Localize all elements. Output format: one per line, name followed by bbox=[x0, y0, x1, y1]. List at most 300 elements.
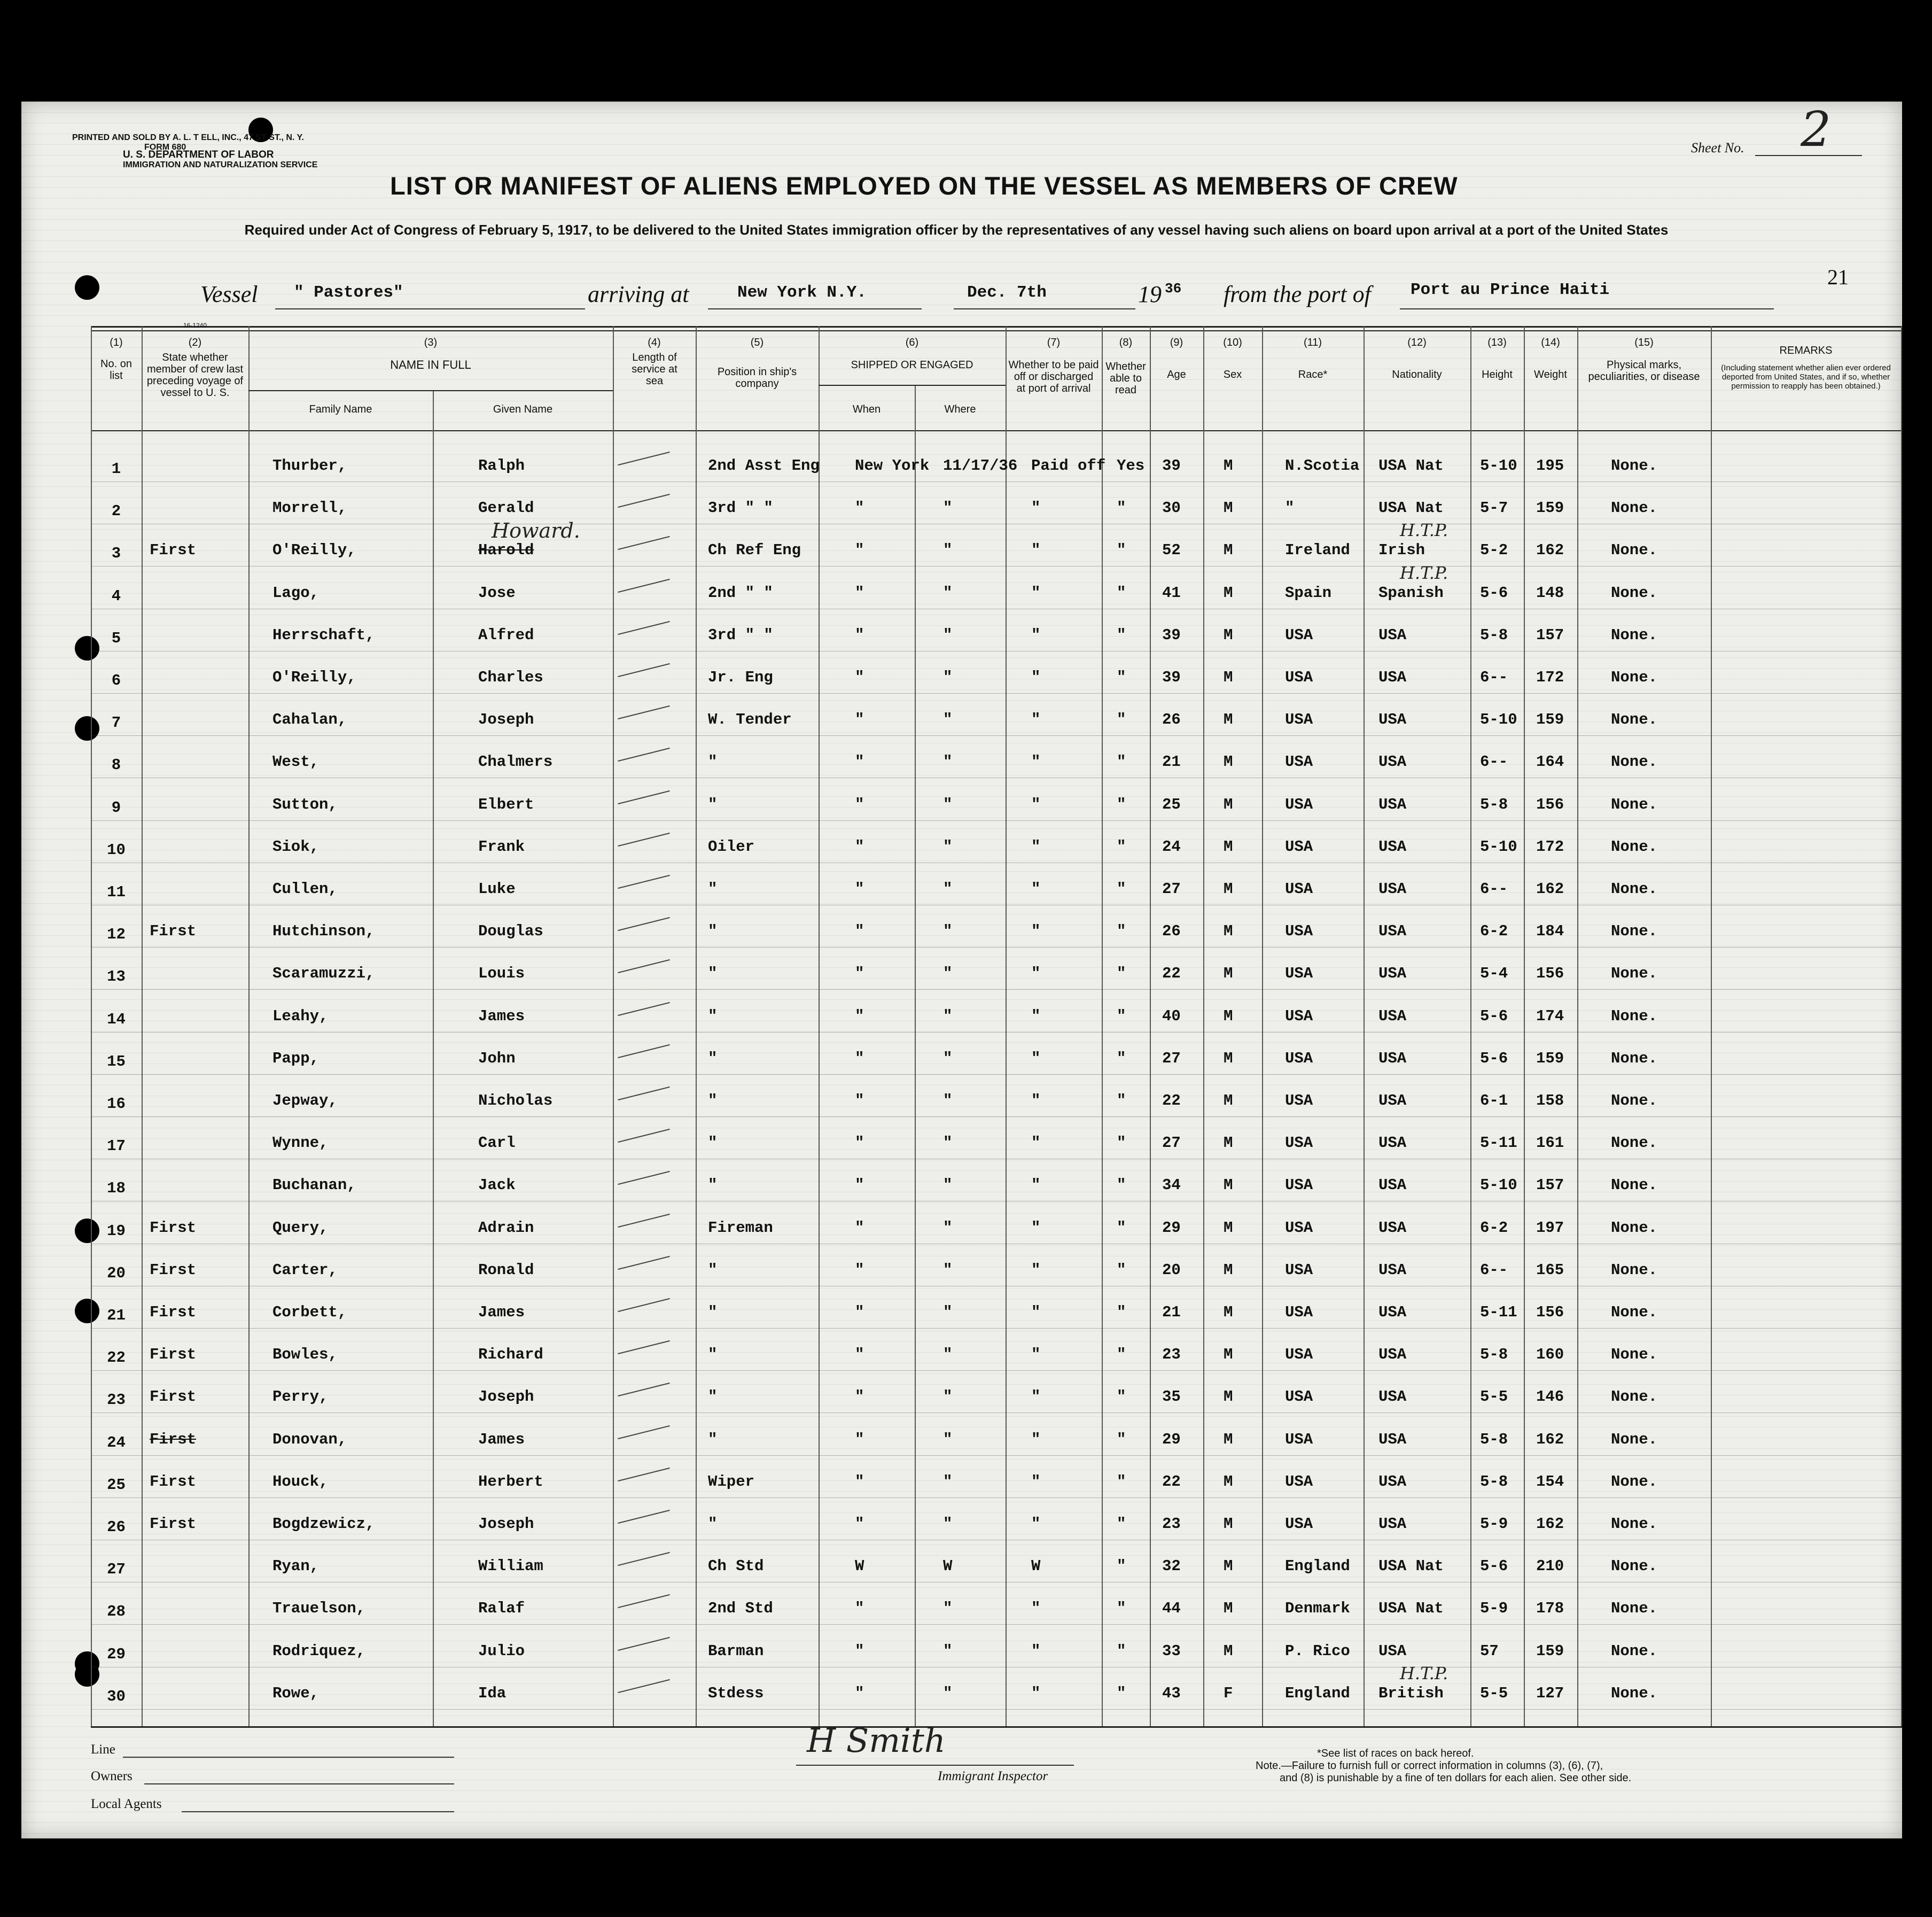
header-bottom-rule bbox=[91, 430, 1902, 431]
given-name: John bbox=[478, 1050, 516, 1067]
family-name: Carter, bbox=[272, 1261, 338, 1279]
row-rule bbox=[91, 1116, 1902, 1117]
height: 6-- bbox=[1480, 880, 1508, 898]
sheet-label: Sheet No. bbox=[1691, 140, 1744, 156]
check-mark bbox=[618, 1594, 670, 1608]
physical-marks: None. bbox=[1611, 1303, 1658, 1321]
handwritten-given-name: Howard. bbox=[492, 519, 580, 542]
able-to-read: " bbox=[1117, 584, 1126, 602]
check-mark bbox=[618, 1679, 670, 1693]
family-name: Query, bbox=[272, 1219, 329, 1237]
position: 2nd " " bbox=[708, 584, 773, 602]
position: " bbox=[708, 1134, 718, 1152]
col2-code: 16-1240 bbox=[183, 322, 207, 329]
height: 5-8 bbox=[1480, 626, 1508, 644]
position: " bbox=[708, 1346, 718, 1363]
row-rule bbox=[91, 989, 1902, 990]
age: 25 bbox=[1162, 796, 1181, 813]
col10-number: (10) bbox=[1223, 337, 1242, 348]
position: " bbox=[708, 1515, 718, 1533]
paid-off: " bbox=[1031, 1092, 1041, 1109]
height: 5-8 bbox=[1480, 1346, 1508, 1363]
shipped-when: " bbox=[855, 711, 864, 728]
weight: 172 bbox=[1536, 838, 1564, 856]
able-to-read: " bbox=[1117, 541, 1126, 559]
paid-off: " bbox=[1031, 1600, 1041, 1617]
paid-off: Paid off bbox=[1031, 457, 1106, 475]
weight: 159 bbox=[1536, 1642, 1564, 1660]
col9-number: (9) bbox=[1170, 337, 1183, 348]
given-name: Joseph bbox=[478, 1515, 534, 1533]
nationality: USA Nat bbox=[1378, 499, 1444, 517]
row-rule bbox=[91, 1328, 1902, 1329]
race: USA bbox=[1285, 1388, 1313, 1406]
col-rule bbox=[696, 326, 697, 1726]
check-mark bbox=[618, 748, 670, 762]
shipped-when: " bbox=[855, 1473, 864, 1491]
col-rule bbox=[1711, 326, 1712, 1726]
handwritten-initials: H.T.P. bbox=[1400, 1663, 1448, 1683]
physical-marks: None. bbox=[1611, 457, 1658, 475]
shipped-where: " bbox=[943, 1346, 953, 1363]
arrival-date: Dec. 7th bbox=[967, 283, 1047, 302]
row-number: 28 bbox=[107, 1603, 126, 1620]
remarks-subheader: (Including statement whether alien ever ordered deported from United States, and if so, whether permission to reapply has been obtained.) bbox=[1721, 363, 1891, 391]
check-mark bbox=[618, 1214, 670, 1228]
col-rule bbox=[1203, 326, 1204, 1726]
sex: M bbox=[1224, 1600, 1233, 1617]
nationality: USA bbox=[1378, 1642, 1407, 1660]
race: USA bbox=[1285, 1515, 1313, 1533]
col1-header: No. on list bbox=[100, 358, 132, 382]
race: USA bbox=[1285, 1346, 1313, 1363]
row-number: 2 bbox=[111, 502, 121, 520]
physical-marks: None. bbox=[1611, 753, 1658, 771]
shipped-when: " bbox=[855, 796, 864, 813]
race: England bbox=[1285, 1557, 1350, 1575]
physical-marks: None. bbox=[1611, 1176, 1658, 1194]
weight: 127 bbox=[1536, 1685, 1564, 1702]
weight: 159 bbox=[1536, 1050, 1564, 1067]
col10-header: Sex bbox=[1223, 369, 1242, 381]
check-mark bbox=[618, 1129, 670, 1143]
shipped-when: " bbox=[855, 1134, 864, 1152]
shipped-where: " bbox=[943, 922, 953, 940]
table-top-rule bbox=[91, 326, 1902, 328]
inspector-label: Immigrant Inspector bbox=[938, 1769, 1048, 1783]
paid-off: " bbox=[1031, 1007, 1041, 1025]
physical-marks: None. bbox=[1611, 838, 1658, 856]
owners-blank bbox=[144, 1782, 454, 1784]
nationality: USA bbox=[1378, 965, 1407, 982]
col-rule bbox=[915, 385, 916, 1726]
shipped-where: " bbox=[943, 1219, 953, 1237]
race: Spain bbox=[1285, 584, 1332, 602]
check-mark bbox=[618, 494, 670, 508]
row-number: 5 bbox=[111, 630, 121, 647]
year-value: 36 bbox=[1165, 281, 1182, 297]
row-rule bbox=[91, 735, 1902, 736]
sex: M bbox=[1224, 880, 1233, 898]
position: " bbox=[708, 1007, 718, 1025]
physical-marks: None. bbox=[1611, 1431, 1658, 1448]
col12-number: (12) bbox=[1407, 337, 1427, 348]
given-name: Richard bbox=[478, 1346, 543, 1363]
sheet-number: 2 bbox=[1801, 102, 1832, 158]
nationality: USA bbox=[1378, 838, 1407, 856]
able-to-read: " bbox=[1117, 753, 1126, 771]
col11-header: Race* bbox=[1298, 369, 1328, 381]
shipped-where: " bbox=[943, 711, 953, 728]
sex: M bbox=[1224, 1134, 1233, 1152]
shipped-when: " bbox=[855, 1007, 864, 1025]
able-to-read: " bbox=[1117, 669, 1126, 686]
given-name: Julio bbox=[478, 1642, 525, 1660]
check-mark bbox=[618, 1298, 670, 1312]
row-rule bbox=[91, 1455, 1902, 1456]
shipped-where: " bbox=[943, 1473, 953, 1491]
col13-number: (13) bbox=[1487, 337, 1507, 348]
col-rule bbox=[1262, 326, 1263, 1726]
physical-marks: None. bbox=[1611, 880, 1658, 898]
position: W. Tender bbox=[708, 711, 792, 728]
given-name: Herbert bbox=[478, 1473, 543, 1491]
shipped-when: " bbox=[855, 1092, 864, 1109]
check-mark bbox=[618, 1468, 670, 1481]
row-number: 13 bbox=[107, 968, 126, 985]
family-name: Bogdzewicz, bbox=[272, 1515, 375, 1533]
sex: M bbox=[1224, 1346, 1233, 1363]
sex: M bbox=[1224, 499, 1233, 517]
family-name: Corbett, bbox=[272, 1303, 347, 1321]
agents-blank bbox=[182, 1810, 454, 1812]
age: 40 bbox=[1162, 1007, 1181, 1025]
date-blank bbox=[954, 307, 1135, 309]
punch-hole bbox=[75, 275, 99, 300]
height: 6-- bbox=[1480, 1261, 1508, 1279]
shipped-where: " bbox=[943, 1134, 953, 1152]
given-name: Ida bbox=[478, 1685, 507, 1702]
able-to-read: " bbox=[1117, 499, 1126, 517]
table-bottom-rule bbox=[91, 1726, 1902, 1728]
family-name: Siok, bbox=[272, 838, 320, 856]
row-rule bbox=[91, 1074, 1902, 1075]
col-rule bbox=[819, 326, 820, 1726]
paid-off: " bbox=[1031, 1050, 1041, 1067]
weight: 165 bbox=[1536, 1261, 1564, 1279]
col-rule bbox=[1364, 326, 1365, 1726]
handwritten-initials: H.T.P. bbox=[1400, 520, 1448, 540]
height: 6-- bbox=[1480, 753, 1508, 771]
able-to-read: " bbox=[1117, 880, 1126, 898]
row-number: 12 bbox=[107, 926, 126, 943]
physical-marks: None. bbox=[1611, 1050, 1658, 1067]
line-blank bbox=[123, 1756, 454, 1758]
nationality: USA bbox=[1378, 1134, 1407, 1152]
shipped-when: " bbox=[855, 922, 864, 940]
age: 21 bbox=[1162, 753, 1181, 771]
race: USA bbox=[1285, 1473, 1313, 1491]
manifest-sheet bbox=[21, 102, 1902, 1838]
age: 23 bbox=[1162, 1346, 1181, 1363]
previous-voyage: First bbox=[150, 1515, 197, 1533]
position: Fireman bbox=[708, 1219, 773, 1237]
weight: 157 bbox=[1536, 626, 1564, 644]
given-name: Joseph bbox=[478, 1388, 534, 1406]
from-port: Port au Prince Haiti bbox=[1411, 281, 1610, 299]
shipped-when: " bbox=[855, 584, 864, 602]
height: 6-2 bbox=[1480, 922, 1508, 940]
paid-off: " bbox=[1031, 1346, 1041, 1363]
sex: M bbox=[1224, 1388, 1233, 1406]
able-to-read: " bbox=[1117, 626, 1126, 644]
sex: M bbox=[1224, 753, 1233, 771]
paid-off: " bbox=[1031, 1261, 1041, 1279]
name-subrule bbox=[248, 390, 613, 391]
shipped-where: " bbox=[943, 1600, 953, 1617]
sheet-number-blank bbox=[1755, 154, 1862, 156]
nationality: USA bbox=[1378, 1176, 1407, 1194]
sex: M bbox=[1224, 1515, 1233, 1533]
race: USA bbox=[1285, 1176, 1313, 1194]
from-port-blank bbox=[1400, 307, 1774, 309]
shipped-when: " bbox=[855, 880, 864, 898]
year-prefix: 19 bbox=[1138, 281, 1162, 307]
shipped-when: " bbox=[855, 965, 864, 982]
row-number: 14 bbox=[107, 1011, 126, 1028]
col-rule bbox=[1470, 326, 1471, 1726]
family-name: Jepway, bbox=[272, 1092, 338, 1109]
family-name: Herrschaft, bbox=[272, 626, 375, 644]
sex: M bbox=[1224, 965, 1233, 982]
shipped-where: 11/17/36 bbox=[943, 457, 1018, 475]
paid-off: " bbox=[1031, 1642, 1041, 1660]
height: 5-10 bbox=[1480, 838, 1517, 856]
shipped-where: " bbox=[943, 753, 953, 771]
col5-header: Position in ship's company bbox=[717, 366, 797, 390]
shipped-when: " bbox=[855, 499, 864, 517]
check-mark bbox=[618, 452, 670, 465]
col15-header: Physical marks, peculiarities, or disease bbox=[1588, 359, 1700, 383]
sex: M bbox=[1224, 1557, 1233, 1575]
shipped-when: " bbox=[855, 1388, 864, 1406]
page-title: LIST OR MANIFEST OF ALIENS EMPLOYED ON THE VESSEL AS MEMBERS OF CREW bbox=[390, 172, 1458, 200]
physical-marks: None. bbox=[1611, 1219, 1658, 1237]
height: 5-2 bbox=[1480, 541, 1508, 559]
age: 35 bbox=[1162, 1388, 1181, 1406]
arriving-port: New York N.Y. bbox=[737, 283, 867, 302]
previous-voyage: First bbox=[150, 1431, 197, 1448]
race: England bbox=[1285, 1685, 1350, 1702]
position: Ch Std bbox=[708, 1557, 764, 1575]
row-number: 8 bbox=[111, 756, 121, 774]
signature-blank bbox=[796, 1764, 1074, 1766]
check-mark bbox=[618, 1425, 670, 1439]
line-label: Line bbox=[91, 1742, 115, 1757]
weight: 159 bbox=[1536, 711, 1564, 728]
family-name: Sutton, bbox=[272, 796, 338, 813]
col11-number: (11) bbox=[1303, 337, 1322, 348]
nationality: USA bbox=[1378, 711, 1407, 728]
race: USA bbox=[1285, 1007, 1313, 1025]
sex: M bbox=[1224, 541, 1233, 559]
age: 26 bbox=[1162, 922, 1181, 940]
sex: M bbox=[1224, 1219, 1233, 1237]
row-number: 6 bbox=[111, 672, 121, 689]
weight: 164 bbox=[1536, 753, 1564, 771]
check-mark bbox=[618, 705, 670, 719]
weight: 154 bbox=[1536, 1473, 1564, 1491]
family-name: O'Reilly, bbox=[272, 669, 356, 686]
check-mark bbox=[618, 875, 670, 889]
sex: M bbox=[1224, 1473, 1233, 1491]
nationality: USA bbox=[1378, 1092, 1407, 1109]
col3-header: NAME IN FULL bbox=[390, 358, 471, 371]
shipped-where: " bbox=[943, 584, 953, 602]
weight: 162 bbox=[1536, 541, 1564, 559]
row-number: 18 bbox=[107, 1179, 126, 1197]
position: " bbox=[708, 1176, 718, 1194]
position: " bbox=[708, 880, 718, 898]
nationality: USA bbox=[1378, 753, 1407, 771]
given-name: Carl bbox=[478, 1134, 516, 1152]
weight: 178 bbox=[1536, 1600, 1564, 1617]
paid-off: " bbox=[1031, 1431, 1041, 1448]
race: USA bbox=[1285, 965, 1313, 982]
paid-off: " bbox=[1031, 753, 1041, 771]
height: 5-8 bbox=[1480, 796, 1508, 813]
age: 52 bbox=[1162, 541, 1181, 559]
given-name: Elbert bbox=[478, 796, 534, 813]
weight: 157 bbox=[1536, 1176, 1564, 1194]
col8-number: (8) bbox=[1119, 337, 1133, 348]
col7-header: Whether to be paid off or discharged at port of arrival bbox=[1008, 359, 1099, 394]
height: 5-10 bbox=[1480, 457, 1517, 475]
row-number: 17 bbox=[107, 1137, 126, 1155]
weight: 159 bbox=[1536, 499, 1564, 517]
row-number: 26 bbox=[107, 1518, 126, 1536]
col-rule bbox=[1150, 326, 1151, 1726]
given-name: Nicholas bbox=[478, 1092, 553, 1109]
age: 26 bbox=[1162, 711, 1181, 728]
row-number: 4 bbox=[111, 587, 121, 605]
family-name: Morrell, bbox=[272, 499, 347, 517]
given-name: Charles bbox=[478, 669, 543, 686]
col9-header: Age bbox=[1167, 369, 1186, 381]
given-name: Frank bbox=[478, 838, 525, 856]
remarks-header: REMARKS bbox=[1779, 345, 1833, 356]
shipped-when: " bbox=[855, 1600, 864, 1617]
height: 6-- bbox=[1480, 669, 1508, 686]
paid-off: " bbox=[1031, 1176, 1041, 1194]
weight: 184 bbox=[1536, 922, 1564, 940]
physical-marks: None. bbox=[1611, 1557, 1658, 1575]
col6-when-header: When bbox=[852, 403, 881, 415]
row-rule bbox=[91, 1412, 1902, 1413]
physical-marks: None. bbox=[1611, 922, 1658, 940]
position: 3rd " " bbox=[708, 499, 773, 517]
row-number: 15 bbox=[107, 1053, 126, 1070]
height: 5-11 bbox=[1480, 1134, 1517, 1152]
family-name: Hutchinson, bbox=[272, 922, 375, 940]
position: Ch Ref Eng bbox=[708, 541, 801, 559]
family-name: Perry, bbox=[272, 1388, 329, 1406]
row-number: 21 bbox=[107, 1307, 126, 1324]
sex: M bbox=[1224, 796, 1233, 813]
shipped-where: " bbox=[943, 1642, 953, 1660]
family-name: Buchanan, bbox=[272, 1176, 356, 1194]
paid-off: " bbox=[1031, 584, 1041, 602]
physical-marks: None. bbox=[1611, 711, 1658, 728]
family-name: Bowles, bbox=[272, 1346, 338, 1363]
nationality: USA bbox=[1378, 1050, 1407, 1067]
age: 39 bbox=[1162, 457, 1181, 475]
physical-marks: None. bbox=[1611, 1473, 1658, 1491]
able-to-read: " bbox=[1117, 1515, 1126, 1533]
physical-marks: None. bbox=[1611, 1388, 1658, 1406]
check-mark bbox=[618, 1171, 670, 1185]
weight: 161 bbox=[1536, 1134, 1564, 1152]
shipped-when: " bbox=[855, 1515, 864, 1533]
check-mark bbox=[618, 917, 670, 931]
col4-number: (4) bbox=[648, 337, 661, 348]
col6-number: (6) bbox=[905, 337, 919, 348]
sex: M bbox=[1224, 669, 1233, 686]
given-name: Adrain bbox=[478, 1219, 534, 1237]
position: 2nd Std bbox=[708, 1600, 773, 1617]
shipped-where: " bbox=[943, 965, 953, 982]
given-name: Gerald bbox=[478, 499, 534, 517]
able-to-read: " bbox=[1117, 1600, 1126, 1617]
paid-off: " bbox=[1031, 1219, 1041, 1237]
nationality: USA Nat bbox=[1378, 1600, 1444, 1617]
printer-line: PRINTED AND SOLD BY A. L. T ELL, INC., 47 ST ST., N. Y. bbox=[72, 133, 304, 142]
shipped-where: " bbox=[943, 1303, 953, 1321]
col8-header: Whether able to read bbox=[1105, 361, 1146, 396]
page-number: 21 bbox=[1827, 265, 1849, 289]
nationality: USA bbox=[1378, 1431, 1407, 1448]
race: USA bbox=[1285, 922, 1313, 940]
inspector-signature: H Smith bbox=[807, 1721, 946, 1760]
row-rule bbox=[91, 693, 1902, 694]
nationality: Spanish bbox=[1378, 584, 1444, 602]
family-name: Lago, bbox=[272, 584, 320, 602]
shipped-where: " bbox=[943, 838, 953, 856]
check-mark bbox=[618, 663, 670, 677]
nationality: Irish bbox=[1378, 541, 1425, 559]
given-name: Chalmers bbox=[478, 753, 553, 771]
able-to-read: " bbox=[1117, 1473, 1126, 1491]
physical-marks: None. bbox=[1611, 1092, 1658, 1109]
position: Barman bbox=[708, 1642, 764, 1660]
able-to-read: " bbox=[1117, 1176, 1126, 1194]
col-rule bbox=[1524, 326, 1525, 1726]
shipped-where: " bbox=[943, 1092, 953, 1109]
check-mark bbox=[618, 1086, 670, 1100]
given-name: Douglas bbox=[478, 922, 543, 940]
col5-number: (5) bbox=[750, 337, 764, 348]
shipped-where: " bbox=[943, 1388, 953, 1406]
able-to-read: " bbox=[1117, 1388, 1126, 1406]
height: 5-9 bbox=[1480, 1515, 1508, 1533]
row-rule bbox=[91, 1032, 1902, 1033]
shipped-when: " bbox=[855, 541, 864, 559]
physical-marks: None. bbox=[1611, 1642, 1658, 1660]
sex: M bbox=[1224, 1050, 1233, 1067]
check-mark bbox=[618, 1044, 670, 1058]
race: " bbox=[1285, 499, 1295, 517]
vessel-blank bbox=[275, 307, 585, 309]
